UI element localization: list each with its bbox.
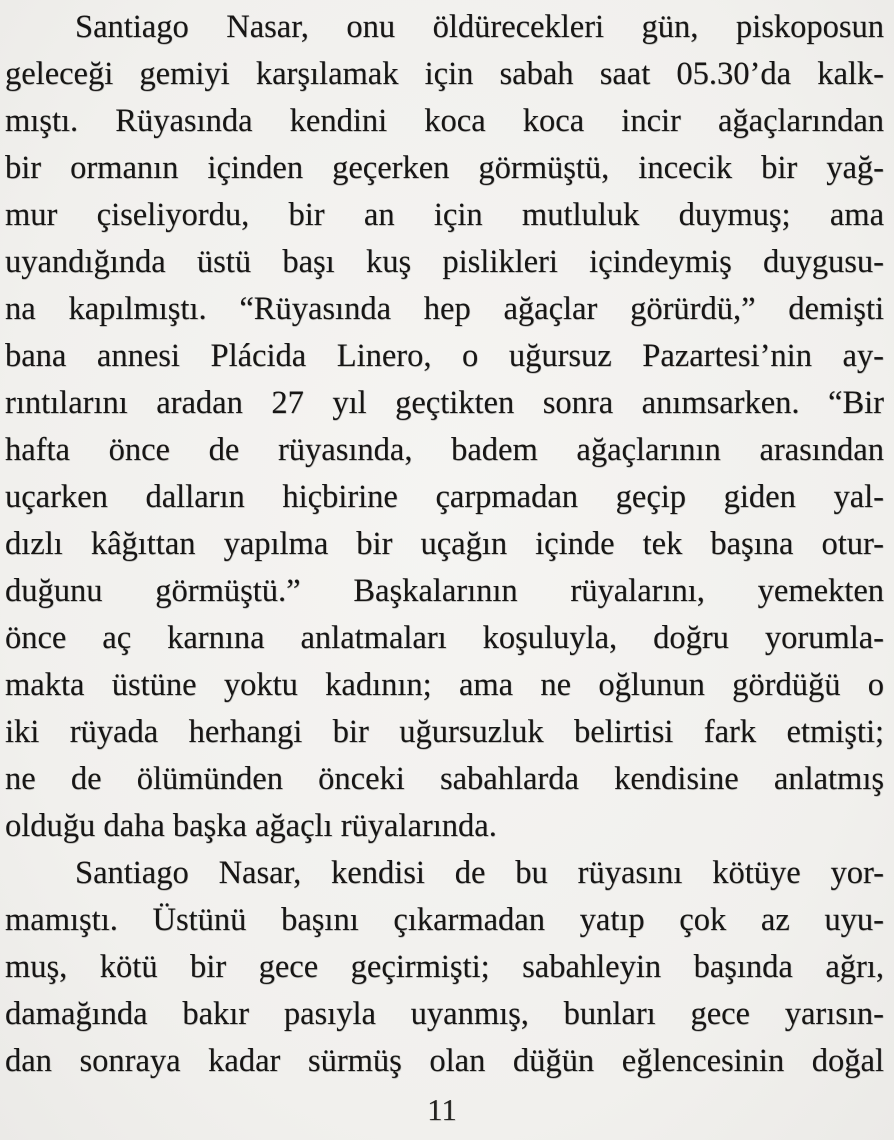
text-line: makta üstüne yoktu kadının; ama ne oğlunun gördüğü o <box>5 667 884 703</box>
text-line: ne de ölümünden önceki sabahlarda kendisine anlatmış <box>5 761 884 797</box>
text-line: na kapılmıştı. “Rüyasında hep ağaçlar görürdü,” demişti <box>5 291 884 327</box>
text-line: olduğu daha başka ağaçlı rüyalarında. <box>5 808 497 844</box>
page-number: 11 <box>427 1092 457 1127</box>
text-line: iki rüyada herhangi bir uğursuzluk belirtisi fark etmişti; <box>5 714 884 750</box>
text-line: muş, kötü bir gece geçirmişti; sabahleyin başında ağrı, <box>5 949 884 985</box>
text-block <box>5 4 884 1085</box>
text-line: bana annesi Plácida Linero, o uğursuz Pazartesi’nin ay- <box>5 338 884 374</box>
paragraph-1 <box>5 4 884 850</box>
text-line: mur çiseliyordu, bir an için mutluluk duymuş; ama <box>5 197 884 233</box>
text-line: geleceği gemiyi karşılamak için sabah saat 05.30’da kalk- <box>5 56 884 92</box>
text-line: rıntılarını aradan 27 yıl geçtikten sonra anımsarken. “Bir <box>5 385 884 421</box>
text-line: önce aç karnına anlatmaları koşuluyla, doğru yorumla- <box>5 620 884 656</box>
text-line: dan sonraya kadar sürmüş olan düğün eğlencesinin doğal <box>5 1043 884 1079</box>
paragraph-2 <box>5 850 884 1085</box>
text-line: Santiago Nasar, onu öldürecekleri gün, piskoposun <box>75 9 884 45</box>
text-line: uyandığında üstü başı kuş pislikleri içindeymiş duygusu- <box>5 244 884 280</box>
text-line: mamıştı. Üstünü başını çıkarmadan yatıp çok az uyu- <box>5 902 884 938</box>
text-line: uçarken dalların hiçbirine çarpmadan geçip giden yal- <box>5 479 884 515</box>
text-line: damağında bakır pasıyla uyanmış, bunları gece yarısın- <box>5 996 884 1032</box>
text-line: duğunu görmüştü.” Başkalarının rüyalarını, yemekten <box>5 573 884 609</box>
text-line: Santiago Nasar, kendisi de bu rüyasını kötüye yor- <box>75 855 884 891</box>
text-line: dızlı kâğıttan yapılma bir uçağın içinde tek başına otur- <box>5 526 884 562</box>
text-line: mıştı. Rüyasında kendini koca koca incir ağaçlarından <box>5 103 884 139</box>
text-line: hafta önce de rüyasında, badem ağaçlarının arasından <box>5 432 884 468</box>
text-line: bir ormanın içinden geçerken görmüştü, incecik bir yağ- <box>5 150 884 186</box>
